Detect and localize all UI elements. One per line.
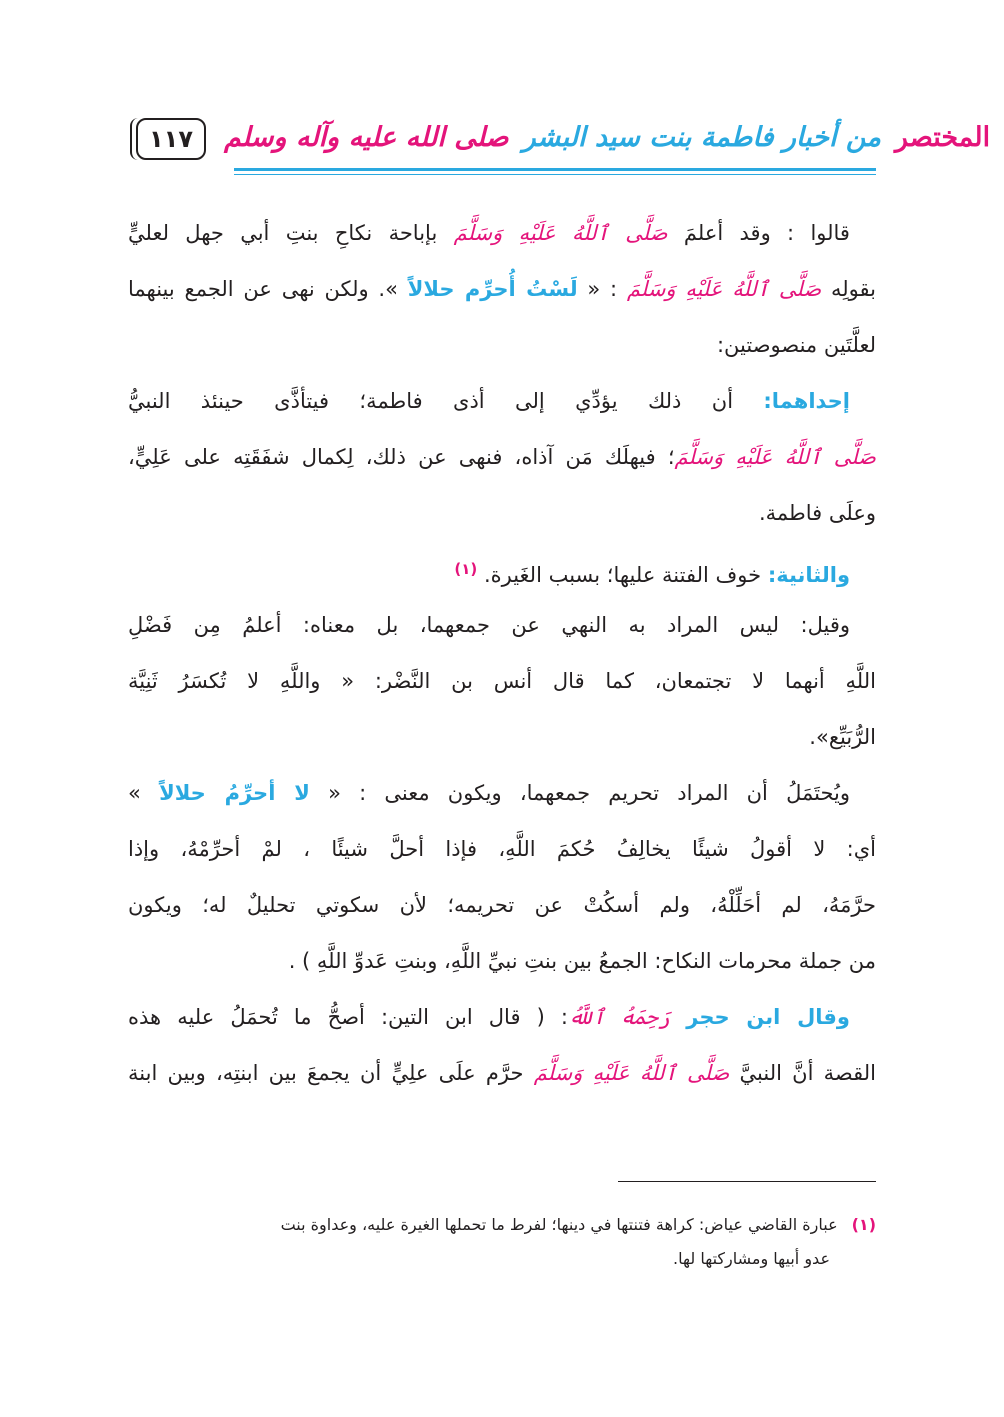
book-title <box>224 112 991 162</box>
hadith-quote: لا أحرِّمُ حلالاً <box>159 781 310 805</box>
header-divider <box>234 168 876 171</box>
text-line: إحداهما: أن ذلك يؤدِّي إلى أذى فاطمة؛ فيتأذَّى حينئذ النبيُّ <box>128 389 850 413</box>
text-line: صَلَّى ٱللَّهُ عَلَيْهِ وَسَلَّمَ؛ فيهلَك مَن آذاه، فنهى عن ذلك، لِكمال شفَقَتِه على عَلِيٍّ، <box>128 445 876 469</box>
text-line: والثانية: خوف الفتنة عليها؛ بسبب الغَيرة. $^{(١)}$ <box>454 560 850 587</box>
header-divider-thin <box>234 174 876 175</box>
footnote <box>128 1208 876 1276</box>
honorific-phrase: صَلَّى ٱللَّهُ عَلَيْهِ وَسَلَّمَ <box>533 1061 730 1085</box>
honorific-phrase: صَلَّى ٱللَّهُ عَلَيْهِ وَسَلَّمَ <box>674 445 876 469</box>
text-line: وقال ابن حجر رَحِمَهُ ٱللَّهُ: ( قال ابن التين: أصحُّ ما تُحمَلُ عليه هذه <box>128 1005 850 1029</box>
honorific-phrase: صَلَّى ٱللَّهُ عَلَيْهِ وَسَلَّمَ <box>453 221 668 245</box>
text-line: لعلَّتَين منصوصتين: <box>716 333 876 357</box>
main-text <box>128 205 876 1101</box>
footnote-marker: (١) <box>851 1215 876 1234</box>
book-title-honorific: صلى الله عليه وآله وسلم <box>224 121 509 153</box>
page-header <box>128 112 991 174</box>
text-line: القصة أنَّ النبيَّ صَلَّى ٱللَّهُ عَلَيْهِ وَسَلَّمَ حرَّم علَى علِيٍّ أن يجمعَ بين ابنتِه، وبين ابنة <box>128 1061 876 1085</box>
text-line: وقيل: ليس المراد به النهي عن جمعهما، بل معناه: أعلمُ مِن فَضْلِ <box>128 613 850 637</box>
book-title-sub: من أخبار فاطمة بنت سيد البشر <box>522 121 881 153</box>
text-line: اللَّهِ أنهما لا تجتمعان، كما قال أنس بن النَّضْر: « واللَّهِ لا تُكسَرُ ثَنِيَّة <box>128 669 876 693</box>
hadith-quote: لَسْتُ أُحرِّم حلالاً <box>407 277 578 301</box>
page-number-frame <box>136 118 206 160</box>
text-line: وعلَى فاطمة. <box>758 501 876 525</box>
footnote-line: عدو أبيها ومشاركتها لها. <box>673 1249 830 1268</box>
footnote-line: (١)عبارة القاضي عياض: كراهة فتنتها في دينها؛ لفرط ما تحملها الغيرة عليه، وعداوة بنت <box>280 1215 876 1234</box>
book-title-main: المختصر <box>894 121 991 153</box>
text-line: قالوا : وقد أعلمَ صَلَّى ٱللَّهُ عَلَيْهِ وَسَلَّمَ بإباحة نكاحِ بنتِ أبي جهل لعليٍّ <box>128 221 850 245</box>
paragraph-lead: والثانية: <box>767 563 850 587</box>
text-line: بقولِه صَلَّى ٱللَّهُ عَلَيْهِ وَسَلَّمَ : « لَسْتُ أُحرِّم حلالاً ». ولكن نهى عن الجمع بينهما <box>128 277 876 301</box>
text-line: أي: لا أقولُ شيئًا يخالِفُ حُكمَ اللَّهِ، فإذا أحلَّ شيئًا ، لمْ أحرِّمْهُ، وإذا <box>128 837 876 861</box>
text-line: ويُحتَمَلُ أن المراد تحريم جمعهما، ويكون معنى : « لا أحرِّمُ حلالاً » <box>128 781 850 805</box>
text-line: حرَّمَهُ، لم أحَلِّلْهُ، ولم أسكُتْ عن تحريمه؛ لأن سكوتي تحليلٌ له؛ ويكون <box>128 893 876 917</box>
text-line: الرُّبَيِّع». <box>809 725 876 749</box>
paragraph-lead: إحداهما: <box>763 389 850 413</box>
honorific-phrase: رَحِمَهُ ٱللَّهُ <box>567 1005 671 1029</box>
page-number: ١١٧ <box>149 125 193 153</box>
text-line: من جملة محرمات النكاح: الجمعُ بين بنتِ نبيِّ اللَّهِ، وبنتِ عَدوِّ اللَّهِ ) . <box>288 949 876 973</box>
honorific-phrase: صَلَّى ٱللَّهُ عَلَيْهِ وَسَلَّمَ <box>626 277 822 301</box>
footnote-reference[interactable]: (١) <box>454 560 478 578</box>
paragraph-lead: وقال ابن حجر <box>686 1005 850 1029</box>
footnote-divider <box>618 1181 876 1182</box>
